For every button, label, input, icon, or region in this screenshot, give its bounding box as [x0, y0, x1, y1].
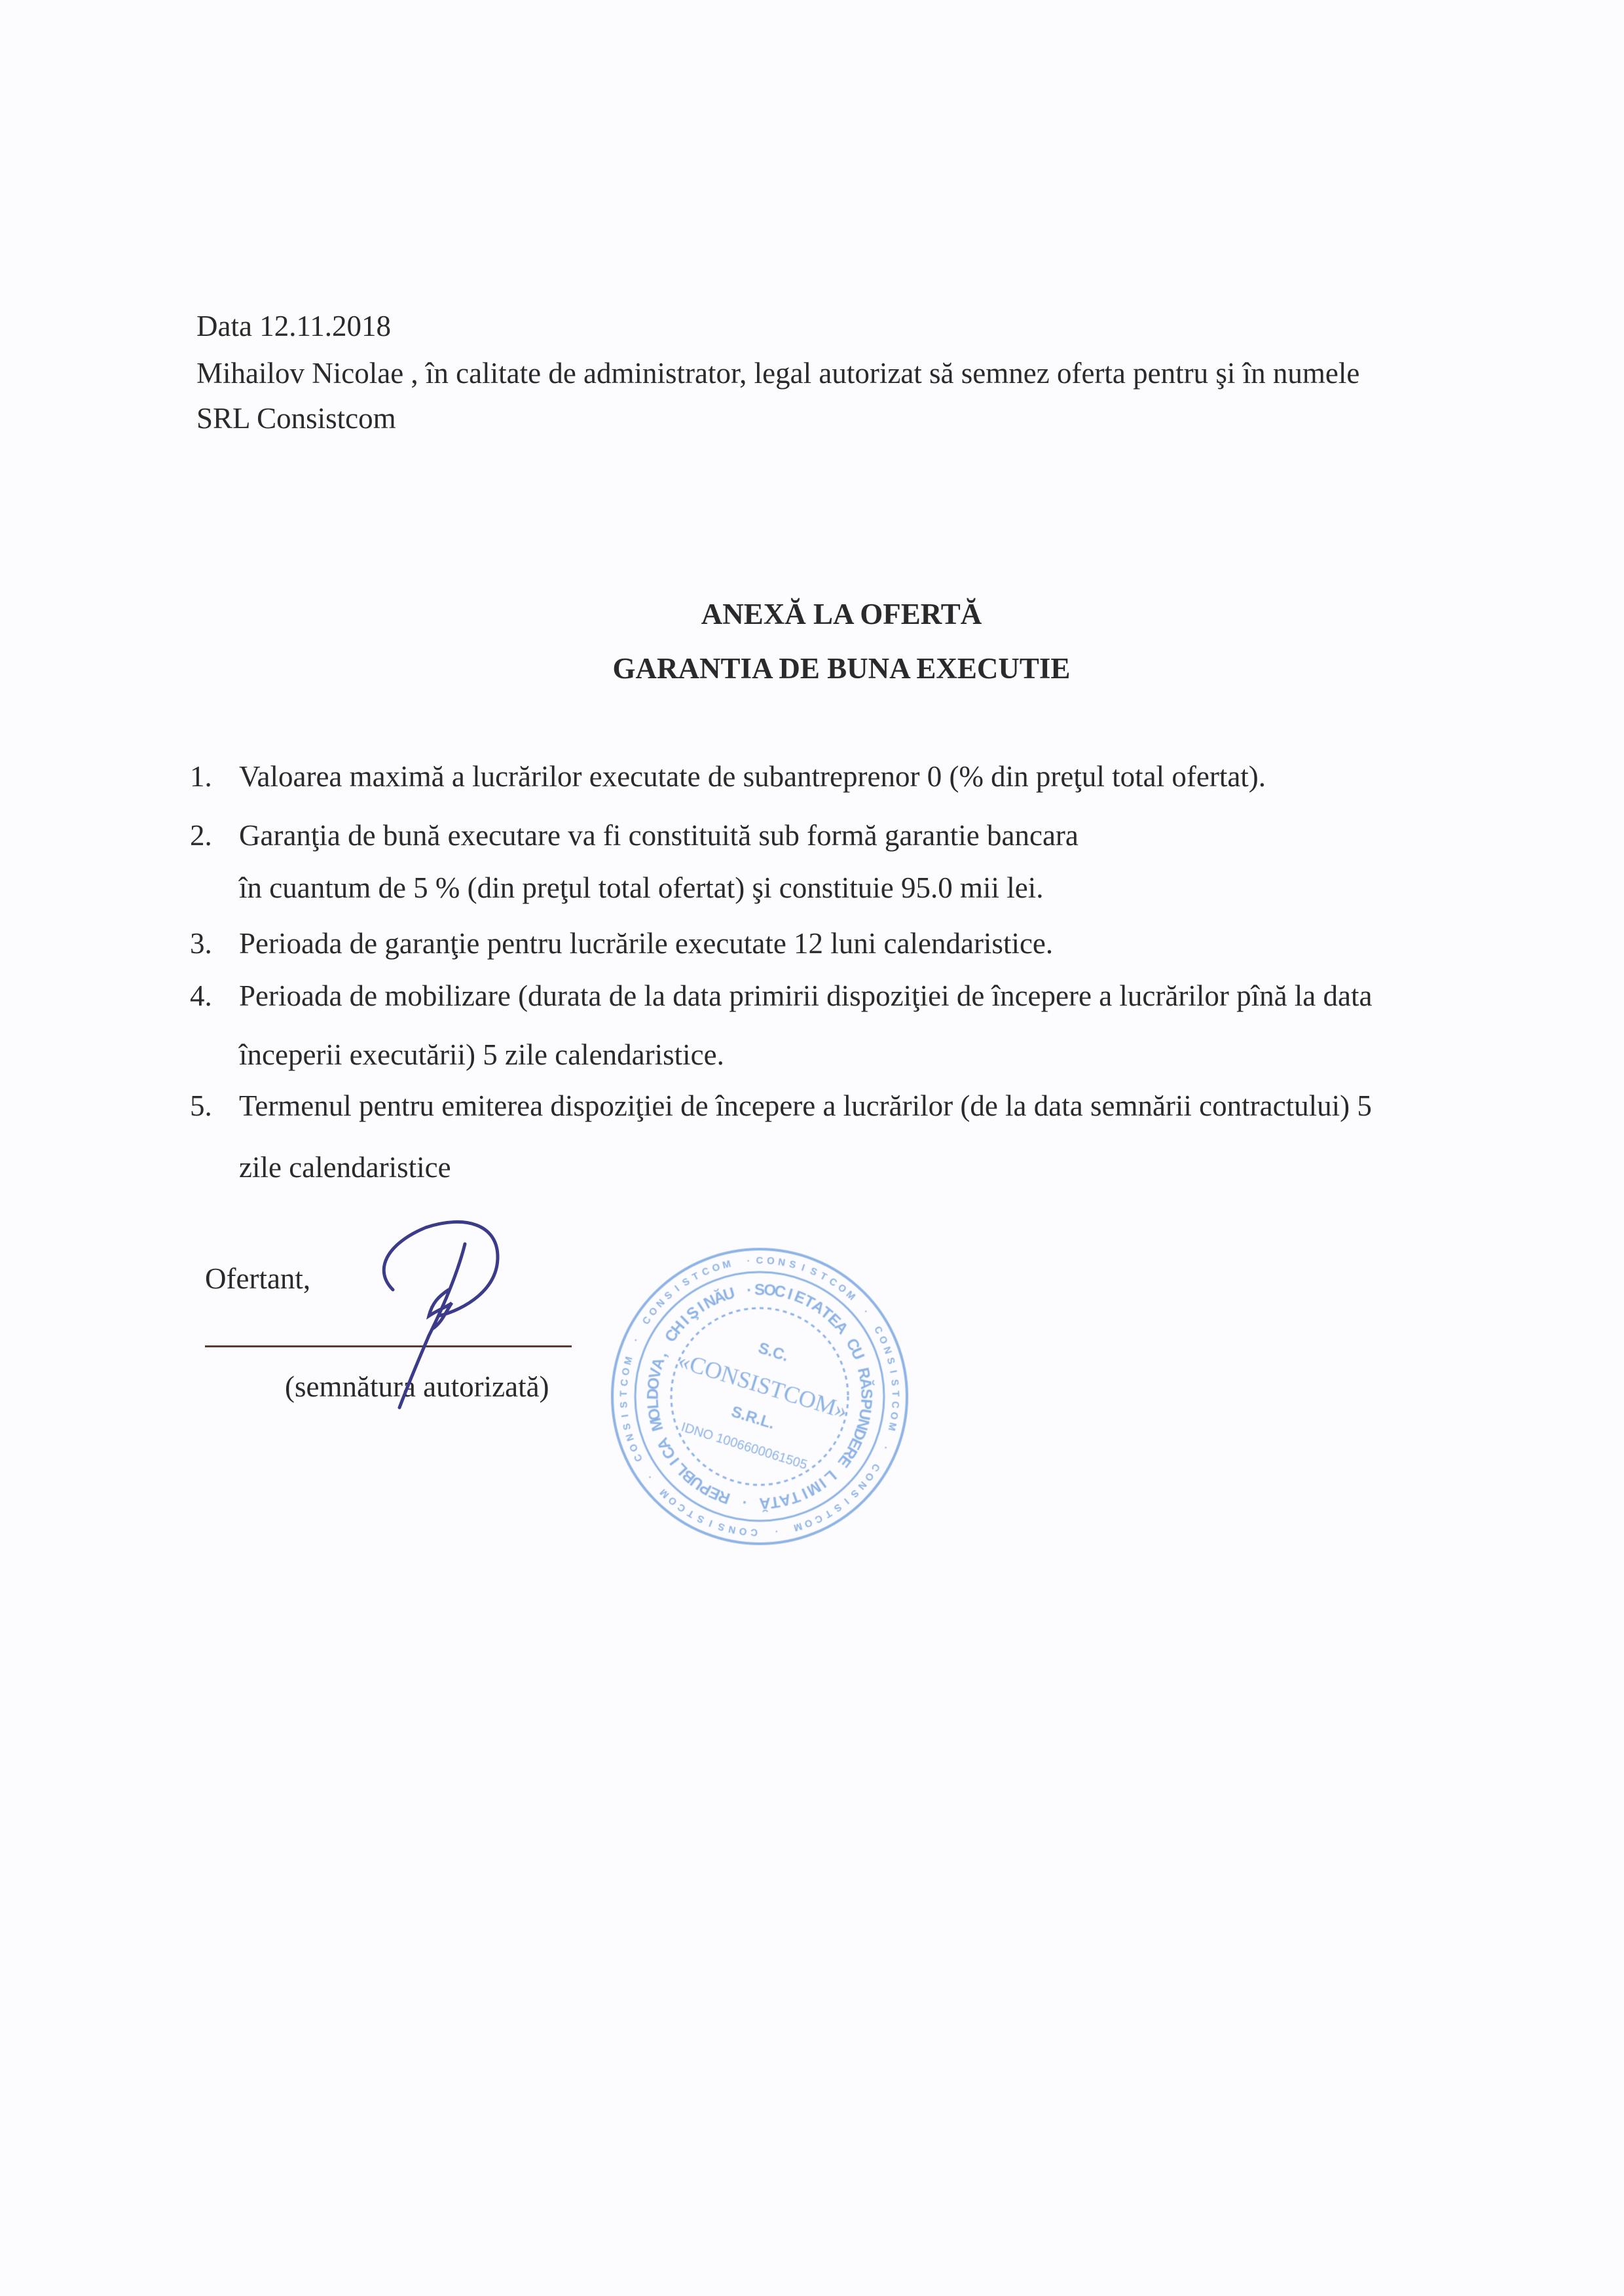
intro-text-line1: Mihailov Nicolae , în calitate de administrator, legal autorizat să semnez oferta pentru şi în numele: [196, 357, 1360, 390]
item-text: Termenul pentru emiterea dispoziţiei de începere a lucrărilor (de la data semnării contractului) 5: [239, 1089, 1372, 1122]
document-title: ANEXĂ LA OFERTĂ: [701, 598, 982, 630]
item-number: 2.: [190, 819, 212, 852]
item-number: 4.: [190, 979, 212, 1012]
item-text: Garanţia de bună executare va fi constituită sub formă garantie bancara: [239, 819, 1079, 852]
signatory-label: Ofertant,: [205, 1262, 311, 1295]
item-text: în cuantum de 5 % (din preţul total ofertat) şi constituie 95.0 mii lei.: [239, 871, 1044, 904]
item-text: zile calendaristice: [239, 1151, 451, 1184]
handwritten-signature: [367, 1218, 537, 1414]
item-text: Perioada de mobilizare (durata de la data primirii dispoziţiei de începere a lucrărilor pînă la data: [239, 979, 1373, 1012]
item-text: Perioada de garanţie pentru lucrările executate 12 luni calendaristice.: [239, 927, 1054, 960]
signature-caption: (semnătura autorizată): [285, 1370, 549, 1403]
intro-text-line2: SRL Consistcom: [196, 402, 396, 435]
item-number: 1.: [190, 760, 212, 793]
item-number: 3.: [190, 927, 212, 960]
item-number: 5.: [190, 1089, 212, 1122]
item-text: Valoarea maximă a lucrărilor executate de subantreprenor 0 (% din preţul total ofertat).: [239, 760, 1266, 793]
item-text: începerii executării) 5 zile calendaristice.: [239, 1038, 724, 1071]
company-stamp: [602, 1239, 917, 1554]
document-subtitle: GARANTIA DE BUNA EXECUTIE: [612, 652, 1071, 685]
document-date: Data 12.11.2018: [196, 310, 392, 342]
